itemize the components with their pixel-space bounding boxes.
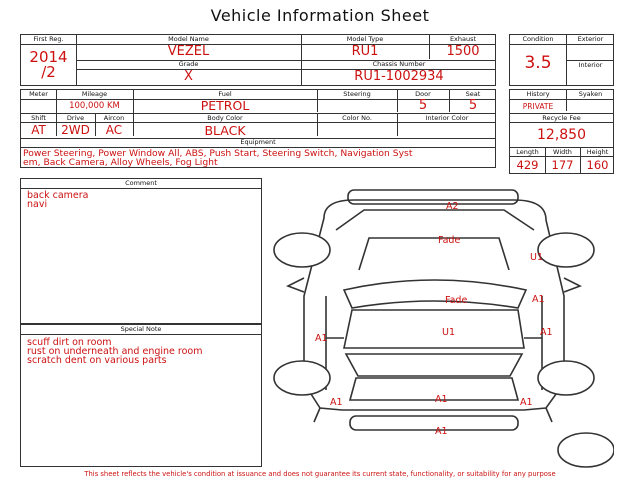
- chassis-number-value: RU1-1002934: [354, 69, 444, 84]
- condition-box: [509, 34, 614, 86]
- door-label: Door: [415, 90, 431, 98]
- disclaimer-footer: This sheet reflects the vehicle's condition at issuance and does not guarantee its current state, functionality, or suitability for any purpose: [84, 470, 556, 478]
- body-color-label: Body Color: [207, 114, 243, 122]
- model-type-label: Model Type: [346, 35, 384, 43]
- special-note-label: Special Note: [120, 325, 162, 333]
- length-value: 429: [516, 158, 539, 172]
- mark-a1-rear-left: A1: [330, 397, 343, 408]
- special-note-line-3: scratch dent on various parts: [27, 355, 167, 366]
- first-reg-month: /2: [41, 63, 56, 81]
- seat-label: Seat: [465, 90, 481, 98]
- side-info-table: [509, 89, 614, 174]
- special-note-line-2: rust on underneath and engine room: [27, 346, 203, 357]
- mark-u1-center: U1: [442, 327, 455, 338]
- recycle-fee-value: 12,850: [537, 127, 586, 143]
- mark-fade-hood: Fade: [438, 235, 461, 246]
- fuel-label: Fuel: [218, 90, 232, 98]
- first-reg-year: 2014: [29, 48, 68, 66]
- door-value: 5: [418, 98, 428, 113]
- aircon-label: Aircon: [103, 114, 125, 122]
- exterior-label: Exterior: [577, 35, 604, 43]
- interior-label: Interior: [578, 61, 603, 69]
- grade-label: Grade: [178, 60, 199, 68]
- mark-fade-roof: Fade: [445, 295, 468, 306]
- mark-a1-rear-right: A1: [520, 397, 533, 408]
- height-label: Height: [586, 148, 609, 156]
- mark-a1-rear-center: A1: [435, 394, 448, 405]
- drive-label: Drive: [66, 114, 85, 122]
- mark-a1-right-side: A1: [540, 327, 553, 338]
- shift-value: AT: [31, 123, 46, 137]
- aircon-value: AC: [105, 123, 123, 137]
- exhaust-value: 1500: [446, 44, 480, 59]
- comment-label: Comment: [125, 179, 157, 187]
- mileage-label: Mileage: [81, 90, 108, 98]
- car-damage-diagram: [264, 178, 614, 470]
- syaken-label: Syaken: [578, 90, 603, 98]
- body-color-value: BLACK: [204, 123, 246, 138]
- mark-a2-top: A2: [446, 201, 459, 212]
- width-label: Width: [553, 148, 572, 156]
- color-no-label: Color No.: [342, 114, 372, 122]
- shift-label: Shift: [31, 114, 46, 122]
- comment-line-2: navi: [27, 199, 48, 210]
- equipment-line-1: Power Steering, Power Window All, ABS, Push Start, Steering Switch, Navigation Syst: [23, 148, 413, 159]
- steering-label: Steering: [343, 90, 371, 98]
- width-value: 177: [551, 158, 574, 172]
- recycle-fee-label: Recycle Fee: [542, 114, 581, 122]
- height-value: 160: [586, 158, 609, 172]
- special-note-box: [20, 324, 262, 467]
- equipment-line-2: em, Back Camera, Alloy Wheels, Fog Light: [23, 157, 218, 168]
- sheet-title: Vehicle Information Sheet: [210, 6, 430, 25]
- mark-a1-right-rear-door: A1: [532, 294, 545, 305]
- mark-a1-bottom: A1: [435, 426, 448, 437]
- mid-info-table: [20, 89, 496, 168]
- length-label: Length: [516, 148, 539, 156]
- chassis-number-label: Chassis Number: [372, 60, 426, 68]
- drive-value: 2WD: [61, 123, 90, 137]
- special-note-line-1: scuff dirt on room: [27, 337, 112, 348]
- seat-value: 5: [468, 98, 478, 113]
- fuel-value: PETROL: [200, 98, 250, 113]
- history-label: History: [526, 90, 550, 98]
- comment-box: [20, 178, 262, 324]
- grade-value: X: [184, 69, 193, 84]
- model-name-label: Model Name: [168, 35, 209, 43]
- equipment-label: Equipment: [240, 138, 276, 146]
- mileage-value: 100,000 KM: [69, 101, 120, 111]
- history-value: PRIVATE: [522, 102, 554, 111]
- comment-line-1: back camera: [27, 190, 89, 201]
- exhaust-label: Exhaust: [449, 35, 477, 43]
- model-name-value: VEZEL: [167, 44, 210, 59]
- mark-a1-left-side: A1: [315, 333, 328, 344]
- first-reg-label: First Reg.: [33, 35, 64, 43]
- interior-color-label: Interior Color: [425, 114, 469, 122]
- condition-label: Condition: [522, 35, 554, 43]
- condition-value: 3.5: [524, 53, 552, 73]
- top-info-table: [20, 34, 496, 86]
- mark-u1-front-right: U1: [530, 252, 543, 263]
- meter-label: Meter: [29, 90, 48, 98]
- model-type-value: RU1: [351, 44, 379, 59]
